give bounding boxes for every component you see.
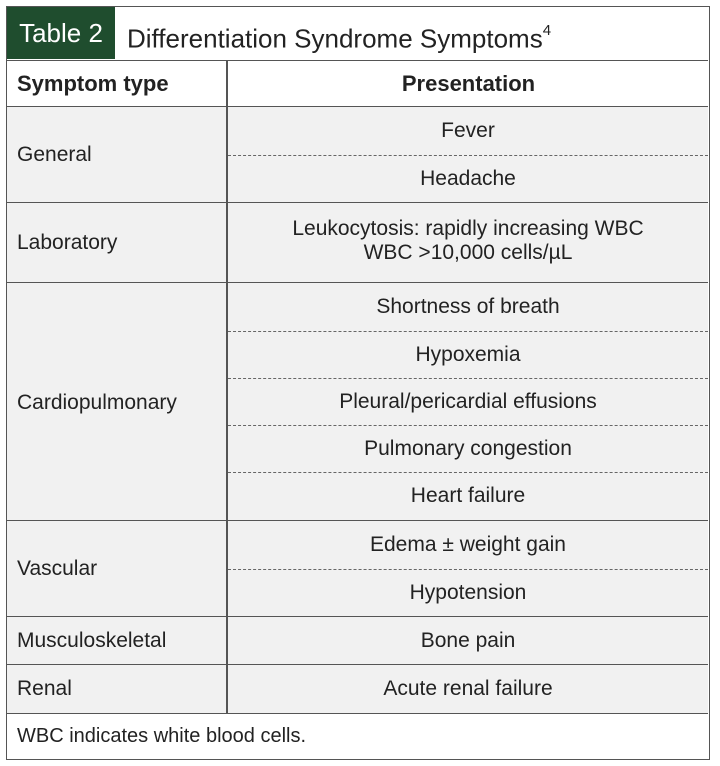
table-row-cardiopulmonary xyxy=(7,283,708,521)
table-row-renal xyxy=(7,665,708,714)
table-title-text: Differentiation Syndrome Symptoms xyxy=(127,23,543,54)
presentation-cell-multiline xyxy=(228,217,708,269)
table-footnote: WBC indicates white blood cells. xyxy=(7,714,708,759)
presentation-cell: Hypotension xyxy=(228,569,708,617)
symptom-type-label: Cardiopulmonary xyxy=(17,391,177,414)
table-row-general xyxy=(7,107,708,203)
table-row-vascular xyxy=(7,521,708,617)
symptom-type-label: General xyxy=(17,143,92,166)
table-title xyxy=(127,7,551,59)
column-divider xyxy=(226,61,228,714)
symptom-type-label: Musculoskeletal xyxy=(17,629,167,652)
column-header-symptom-type: Symptom type xyxy=(17,71,169,96)
presentation-cell: Pulmonary congestion xyxy=(228,425,708,472)
symptom-type-label: Vascular xyxy=(17,557,98,580)
table-title-reference: 4 xyxy=(542,22,552,39)
presentation-cell: Bone pain xyxy=(420,629,516,652)
table-header-row xyxy=(7,61,708,107)
presentation-cell: Pleural/pericardial effusions xyxy=(228,378,708,425)
table-title-bar xyxy=(7,7,708,61)
presentation-cell: Fever xyxy=(441,119,495,142)
symptom-type-label: Renal xyxy=(17,677,72,700)
table-frame xyxy=(6,6,710,760)
presentation-cell: Edema ± weight gain xyxy=(370,533,566,556)
presentation-line: WBC >10,000 cells/µL xyxy=(363,241,573,264)
presentation-cell: Headache xyxy=(228,155,708,203)
presentation-cell: Shortness of breath xyxy=(376,295,560,318)
table-row-laboratory xyxy=(7,203,708,283)
presentation-cell: Hypoxemia xyxy=(228,331,708,378)
presentation-cell: Acute renal failure xyxy=(383,677,553,700)
presentation-cell: Heart failure xyxy=(228,472,708,519)
column-header-presentation: Presentation xyxy=(401,71,536,96)
presentation-line: Leukocytosis: rapidly increasing WBC xyxy=(292,217,644,240)
table-number-tag: Table 2 xyxy=(7,7,115,59)
table-row-musculoskeletal xyxy=(7,617,708,665)
symptom-type-label: Laboratory xyxy=(17,231,118,254)
